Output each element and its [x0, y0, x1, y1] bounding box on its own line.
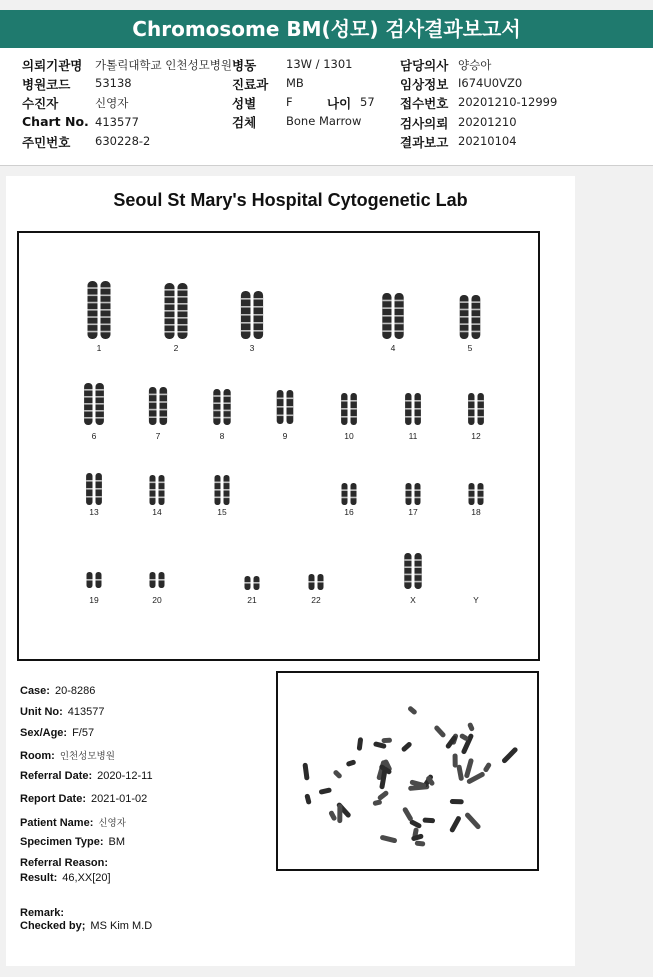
metaphase-chromosome	[464, 812, 482, 831]
metaphase-chromosome	[372, 799, 382, 806]
room-field	[20, 748, 115, 762]
report-date-value: 2021-01-02	[91, 793, 148, 805]
case-label: Case:	[20, 685, 50, 697]
report-date-value: 20210104	[458, 134, 517, 148]
requesting-institution-label: 의뢰기관명	[22, 58, 83, 73]
metaphase-chromosome	[328, 810, 337, 822]
room-label: Room:	[20, 750, 55, 762]
chromosome-pair-8	[213, 389, 230, 425]
chromosome-pair-22	[309, 574, 324, 590]
chromosome-label-X: X	[410, 595, 416, 605]
ward-label: 병동	[232, 58, 257, 73]
chromosome-pair-21	[245, 576, 260, 590]
chromosome-pair-1	[88, 281, 111, 339]
chromosome-pair-19	[87, 572, 102, 588]
metaphase-chromosome	[450, 799, 464, 804]
referral-date-value: 2020-12-11	[97, 770, 153, 782]
patient-name-label: Patient Name:	[20, 817, 94, 829]
chromosome-pair-5	[460, 295, 481, 339]
report-date-label: 결과보고	[400, 135, 449, 150]
result-value: 46,XX[20]	[62, 872, 111, 884]
metaphase-chromosome	[407, 705, 418, 715]
metaphase-chromosome	[464, 758, 474, 779]
patient-info-panel	[0, 48, 653, 166]
age-label: 나이	[327, 96, 352, 111]
chromosome-label-3: 3	[249, 343, 255, 353]
clinical-info-value: I674U0VZ0	[458, 76, 523, 90]
chromosome-pair-12	[468, 393, 484, 425]
chromosome-label-11: 11	[408, 431, 418, 441]
chromosome-pair-10	[341, 393, 357, 425]
receipt-number-label: 접수번호	[400, 96, 449, 111]
chromosome-pair-20	[150, 572, 165, 588]
chromosome-pair-6	[84, 383, 104, 425]
patient-label: 수진자	[22, 96, 59, 111]
metaphase-chromosome	[346, 759, 357, 767]
receipt-number-value: 20201210-12999	[458, 95, 558, 109]
chromosome-pair-13	[86, 473, 102, 505]
remark-label: Remark:	[20, 907, 65, 919]
chart-no-label: Chart No.	[22, 114, 89, 129]
chromosome-label-9: 9	[282, 431, 288, 441]
specimen-type-label: Specimen Type:	[20, 836, 104, 848]
sex-age-field	[20, 727, 94, 739]
chromosome-label-16: 16	[344, 507, 354, 517]
chromosome-label-21: 21	[247, 595, 257, 605]
metaphase-chromosome	[501, 746, 519, 764]
checked-by-value: MS Kim M.D	[90, 920, 153, 932]
chart-no-value: 413577	[95, 115, 139, 129]
metaphase-chromosome	[377, 790, 390, 801]
unit-no-label: Unit No:	[20, 706, 63, 718]
chromosome-label-15: 15	[217, 507, 227, 517]
chromosome-pair-4	[382, 293, 403, 339]
sex-value: F	[286, 95, 293, 109]
metaphase-chromosome	[456, 764, 464, 781]
hospital-code-value: 53138	[95, 76, 132, 90]
referral-date-field	[20, 770, 153, 782]
request-date-value: 20201210	[458, 115, 517, 129]
metaphase-chromosome	[304, 793, 312, 805]
chromosome-label-4: 4	[390, 343, 396, 353]
report-title: Chromosome BM(성모) 검사결과보고서	[0, 10, 653, 48]
chromosome-label-10: 10	[344, 431, 354, 441]
sex-age-label: Sex/Age:	[20, 727, 68, 739]
metaphase-chromosome	[422, 817, 435, 823]
chromosome-label-5: 5	[467, 343, 473, 353]
chromosome-pair-2	[165, 283, 188, 339]
chromosome-pair-16	[342, 483, 357, 505]
chromosome-label-2: 2	[173, 343, 179, 353]
metaphase-chromosome	[302, 763, 309, 781]
specimen-type-field	[20, 836, 125, 848]
physician-value: 양승아	[458, 58, 492, 72]
result-field	[20, 872, 111, 884]
report-date-label: Report Date:	[20, 793, 87, 805]
metaphase-chromosome	[381, 738, 392, 743]
metaphase-chromosome	[483, 762, 493, 773]
sex-age-value: F/57	[72, 727, 95, 739]
metaphase-panel	[276, 671, 539, 871]
department-label: 진료과	[232, 77, 269, 92]
checked-by-label: Checked by;	[20, 920, 86, 932]
divider	[0, 165, 653, 166]
chromosome-label-13: 13	[89, 507, 99, 517]
chromosome-pair-7	[149, 387, 167, 425]
age-value: 57	[360, 95, 375, 109]
lab-title: Seoul St Mary's Hospital Cytogenetic Lab	[113, 190, 468, 210]
chromosome-pair-3	[241, 291, 263, 339]
requesting-institution-value: 가톨릭대학교 인천성모병원	[95, 58, 232, 72]
specimen-value: Bone Marrow	[286, 114, 362, 128]
metaphase-chromosome	[415, 840, 426, 846]
metaphase-chromosome	[467, 722, 475, 732]
ward-value: 13W / 1301	[286, 57, 353, 71]
metaphase-chromosome	[357, 737, 364, 751]
chromosome-pair-14	[150, 475, 165, 505]
metaphase-image	[278, 673, 537, 869]
chromosome-pair-15	[215, 475, 230, 505]
case-field	[20, 685, 95, 697]
chromosome-label-22: 22	[311, 595, 321, 605]
metaphase-chromosome	[380, 835, 398, 844]
metaphase-chromosome	[402, 806, 414, 822]
remark-field	[20, 907, 64, 919]
specimen-type-value: BM	[108, 836, 126, 848]
checked-by-field	[20, 920, 152, 932]
department-value: MB	[286, 76, 304, 90]
metaphase-chromosome	[453, 753, 458, 767]
chromosome-label-1: 1	[96, 343, 102, 353]
chromosome-label-14: 14	[152, 507, 162, 517]
chromosome-label-18: 18	[471, 507, 481, 517]
karyotype-panel	[17, 231, 540, 661]
chromosome-label-20: 20	[152, 595, 162, 605]
case-value: 20-8286	[54, 685, 96, 697]
request-date-label: 검사의뢰	[400, 116, 449, 131]
metaphase-chromosome	[319, 787, 333, 795]
chromosome-label-12: 12	[471, 431, 481, 441]
chromosome-label-6: 6	[91, 431, 97, 441]
chromosome-pair-9	[277, 390, 294, 424]
resident-number-value: 630228-2	[95, 134, 151, 148]
patient-name-field	[20, 815, 126, 829]
chromosome-pair-17	[406, 483, 421, 505]
metaphase-chromosome	[401, 741, 413, 753]
metaphase-chromosome	[332, 769, 342, 779]
referral-reason-field	[20, 857, 108, 869]
chromosome-label-8: 8	[219, 431, 225, 441]
chromosome-label-19: 19	[89, 595, 99, 605]
chromosome-pair-11	[405, 393, 421, 425]
chromosome-pair-X	[404, 553, 421, 589]
clinical-info-label: 임상정보	[400, 77, 449, 92]
result-label: Result:	[20, 872, 58, 884]
referral-reason-label: Referral Reason:	[20, 857, 109, 869]
patient-name-value: 신영자	[98, 818, 126, 829]
unit-no-value: 413577	[67, 706, 105, 718]
chromosome-label-7: 7	[155, 431, 161, 441]
chromosome-pair-18	[469, 483, 484, 505]
chromosome-label-17: 17	[408, 507, 418, 517]
specimen-label: 검체	[232, 115, 257, 130]
report-date-field	[20, 793, 147, 805]
metaphase-chromosome	[433, 725, 446, 739]
sex-label: 성별	[232, 96, 257, 111]
physician-label: 담당의사	[400, 58, 449, 73]
room-value: 인천성모병원	[59, 751, 115, 762]
patient-value: 신영자	[95, 96, 129, 110]
metaphase-chromosome	[449, 815, 462, 833]
chromosome-label-Y: Y	[473, 595, 479, 605]
hospital-code-label: 병원코드	[22, 77, 71, 92]
metaphase-chromosome	[337, 804, 342, 823]
referral-date-label: Referral Date:	[20, 770, 93, 782]
unit-no-field	[20, 706, 104, 718]
resident-number-label: 주민번호	[22, 135, 71, 150]
